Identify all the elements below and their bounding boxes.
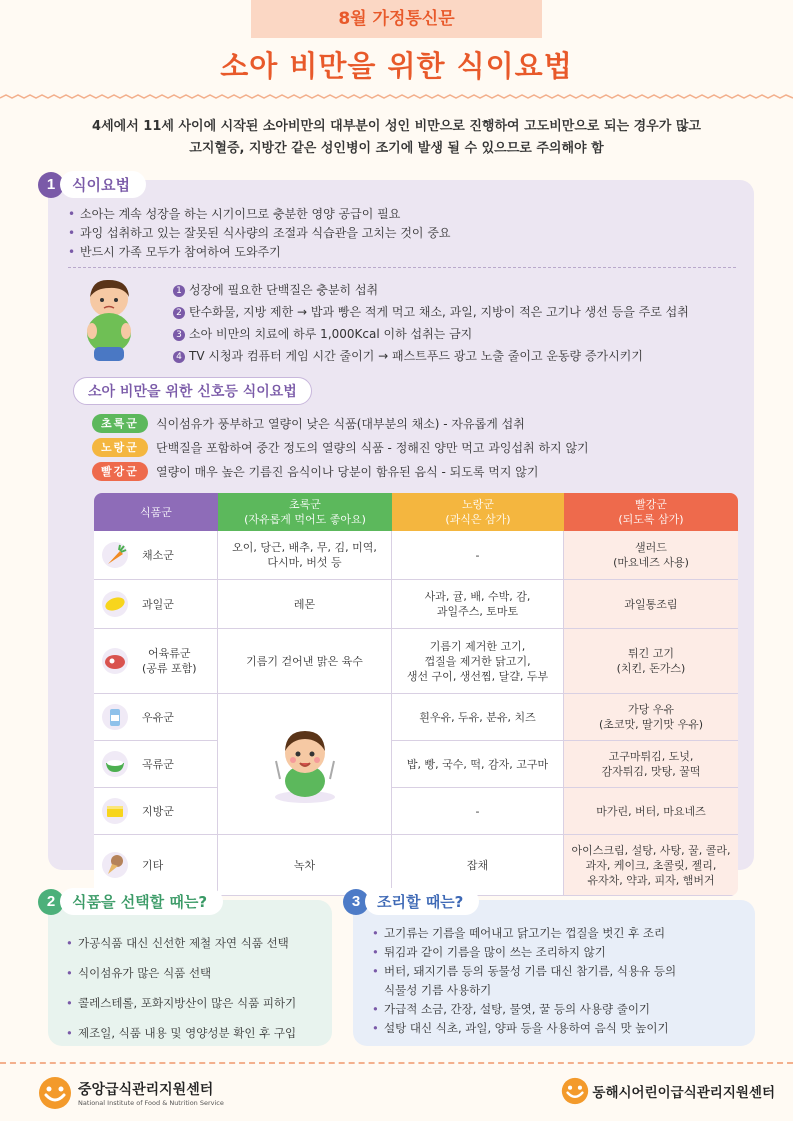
yellow-cell: - (392, 788, 564, 835)
yellow-cell: 밥, 빵, 국수, 떡, 감자, 고구마 (392, 741, 564, 788)
list-item: • 제조일, 식품 내용 및 영양성분 확인 후 구입 (66, 1018, 296, 1048)
header-red: 빨강군 (되도록 삼가) (564, 493, 738, 531)
food-group-cell (94, 788, 218, 835)
yellow-cell: 잡채 (392, 835, 564, 896)
chubby-boy-illustration (78, 277, 140, 365)
food-group-cell (94, 694, 218, 741)
yellow-cell: 흰우유, 두유, 분유, 치즈 (392, 694, 564, 741)
smile-logo-icon (38, 1076, 72, 1110)
happy-kid-illustration (260, 717, 350, 807)
rice-bowl-icon (102, 751, 128, 777)
list-item: • 가급적 소금, 간장, 설탕, 물엿, 꿀 등의 사용량 줄이기 (372, 1000, 676, 1019)
table-header-row (94, 493, 738, 531)
red-cell: 아이스크림, 설탕, 사탕, 꿀, 콜라, 과자, 케이크, 초콜릿, 젤리, 유자차, 약과, 피자, 햄버거 (564, 835, 738, 896)
section-title: 식이요법 (60, 171, 146, 198)
step-number: 3 (173, 329, 185, 341)
food-group-cell (94, 580, 218, 629)
list-item: • 반드시 가족 모두가 참여하여 도와주기 (68, 243, 451, 262)
red-cell: 고구마튀김, 도넛, 감자튀김, 맛탕, 꿀떡 (564, 741, 738, 788)
table-body (94, 531, 738, 896)
dashed-divider (68, 267, 736, 268)
intro-text (40, 116, 753, 160)
section-2-header (38, 888, 223, 915)
org-name: 중앙급식관리지원센터 (78, 1082, 214, 1098)
table-row (94, 694, 738, 741)
section-title: 조리할 때는? (365, 888, 479, 915)
section-number: 1 (38, 172, 64, 198)
ice-cream-icon (102, 852, 128, 878)
section-title: 식품을 선택할 때는? (60, 888, 223, 915)
step-text: 소아 비만의 치료에 하루 1,000Kcal 이하 섭취는 금지 (189, 327, 473, 341)
signal-desc: 단백질을 포함하여 중간 정도의 열량의 식품 - 정해진 양만 먹고 과잉섭취 하지 않기 (156, 441, 589, 455)
table-row (94, 629, 738, 694)
step-text: TV 시청과 컴퓨터 게임 시간 줄이기 → 패스트푸드 광고 노출 줄이고 운동량 증가시키기 (189, 349, 643, 363)
table-row (94, 835, 738, 896)
step-item (173, 279, 689, 301)
food-group-label: 곡류군 (142, 757, 174, 771)
green-cell: 녹차 (218, 835, 392, 896)
signal-desc: 열량이 매우 높은 기름진 음식이나 당분이 함유된 음식 - 되도록 먹지 않기 (156, 465, 539, 479)
list-item: • 버터, 돼지기름 등의 동물성 기름 대신 참기름, 식용유 등의 식물성 기름 사용하기 (372, 962, 676, 1000)
green-cell: 오이, 당근, 배추, 무, 김, 미역, 다시마, 버섯 등 (218, 531, 392, 580)
zigzag-divider (0, 94, 793, 102)
food-selection-bullets (66, 928, 296, 1048)
diet-bullets (68, 205, 451, 262)
intro-line-2: 고지혈증, 지방간 같은 성인병이 조기에 발생 될 수 있으므로 주의해야 함 (189, 141, 604, 156)
food-group-cell (94, 835, 218, 896)
red-cell: 가당 우유 (초코맛, 딸기맛 우유) (564, 694, 738, 741)
food-group-label: 채소군 (142, 548, 174, 562)
signal-row-green (92, 414, 525, 433)
newsletter-tab: 8월 가정통신문 (251, 0, 542, 38)
step-item (173, 301, 689, 323)
page-title: 소아 비만을 위한 식이요법 (220, 49, 573, 83)
table-row (94, 580, 738, 629)
step-number: 4 (173, 351, 185, 363)
header-food-group: 식품군 (94, 493, 218, 531)
footer-left-logo (38, 1076, 224, 1110)
section-3-header (343, 888, 479, 915)
food-group-label: 우유군 (142, 710, 174, 724)
red-cell: 샐러드 (마요네즈 사용) (564, 531, 738, 580)
food-group-label: 어육류군 (공류 포함) (142, 647, 197, 675)
smile-logo-icon (561, 1077, 589, 1105)
green-cell: 레몬 (218, 580, 392, 629)
carrot-icon (102, 542, 128, 568)
yellow-cell: 기름기 제거한 고기, 껍질을 제거한 닭고기, 생선 구이, 생선찜, 달걀, 두부 (392, 629, 564, 694)
red-cell: 마가린, 버터, 마요네즈 (564, 788, 738, 835)
org-sub: National Institute of Food & Nutrition Service (78, 1099, 224, 1107)
step-text: 성장에 필요한 단백질은 충분히 섭취 (189, 283, 379, 297)
meat-icon (102, 648, 128, 674)
lemon-icon (102, 591, 128, 617)
yellow-group-badge: 노랑군 (92, 438, 148, 457)
signal-desc: 식이섬유가 풍부하고 열량이 낮은 식품(대부분의 채소) - 자유롭게 섭취 (156, 417, 525, 431)
section-number: 3 (343, 889, 369, 915)
green-cell-illustration (218, 694, 392, 835)
section-1-header (38, 171, 146, 198)
red-cell: 과일통조림 (564, 580, 738, 629)
table-row (94, 531, 738, 580)
food-group-cell (94, 629, 218, 694)
green-cell: 기름기 걷어낸 맑은 육수 (218, 629, 392, 694)
list-item: • 콜레스테롤, 포화지방산이 많은 식품 피하기 (66, 988, 296, 1018)
center-name: 동해시어린이급식관리지원센터 (592, 1085, 775, 1101)
red-group-badge: 빨강군 (92, 462, 148, 481)
step-item (173, 345, 689, 367)
food-group-label: 과일군 (142, 597, 174, 611)
section-number: 2 (38, 889, 64, 915)
yellow-cell: - (392, 531, 564, 580)
table-row (94, 741, 738, 788)
food-group-label: 지방군 (142, 804, 174, 818)
header-green: 초록군 (자유롭게 먹어도 좋아요) (218, 493, 392, 531)
header-yellow: 노랑군 (과식은 삼가) (392, 493, 564, 531)
signal-row-yellow (92, 438, 589, 457)
footer-divider (0, 1062, 793, 1064)
table-row (94, 788, 738, 835)
step-number: 2 (173, 307, 185, 319)
food-group-cell (94, 531, 218, 580)
list-item: • 과잉 섭취하고 있는 잘못된 식사량의 조절과 식습관을 고치는 것이 중요 (68, 224, 451, 243)
food-group-table (94, 493, 738, 896)
food-group-label: 기타 (142, 858, 164, 872)
list-item: • 가공식품 대신 신선한 제철 자연 식품 선택 (66, 928, 296, 958)
food-group-cell (94, 741, 218, 788)
butter-icon (102, 798, 128, 824)
red-cell: 튀긴 고기 (치킨, 돈가스) (564, 629, 738, 694)
list-item: • 튀김과 같이 기름을 많이 쓰는 조리하지 않기 (372, 943, 676, 962)
list-item: • 설탕 대신 식초, 과일, 양파 등을 사용하여 음식 맛 높이기 (372, 1019, 676, 1038)
green-group-badge: 초록군 (92, 414, 148, 433)
signal-row-red (92, 462, 538, 481)
step-number: 1 (173, 285, 185, 297)
step-item (173, 323, 689, 345)
traffic-light-diet-title: 소아 비만을 위한 신호등 식이요법 (73, 377, 312, 405)
cooking-bullets (372, 924, 676, 1038)
milk-icon (102, 704, 128, 730)
yellow-cell: 사과, 귤, 배, 수박, 감, 과일주스, 토마토 (392, 580, 564, 629)
intro-line-1: 4세에서 11세 사이에 시작된 소아비만의 대부분이 성인 비만으로 진행하여 고도비만으로 되는 경우가 많고 (92, 119, 701, 134)
list-item: • 소아는 계속 성장을 하는 시기이므로 충분한 영양 공급이 필요 (68, 205, 451, 224)
diet-steps (173, 279, 689, 367)
list-item: • 고기류는 기름을 떼어내고 닭고기는 껍질을 벗긴 후 조리 (372, 924, 676, 943)
list-item: • 식이섬유가 많은 식품 선택 (66, 958, 296, 988)
footer-right-logo (561, 1077, 775, 1105)
step-text: 탄수화물, 지방 제한 → 밥과 빵은 적게 먹고 채소, 과일, 지방이 적은 고기나 생선 등을 주로 섭취 (189, 305, 689, 319)
